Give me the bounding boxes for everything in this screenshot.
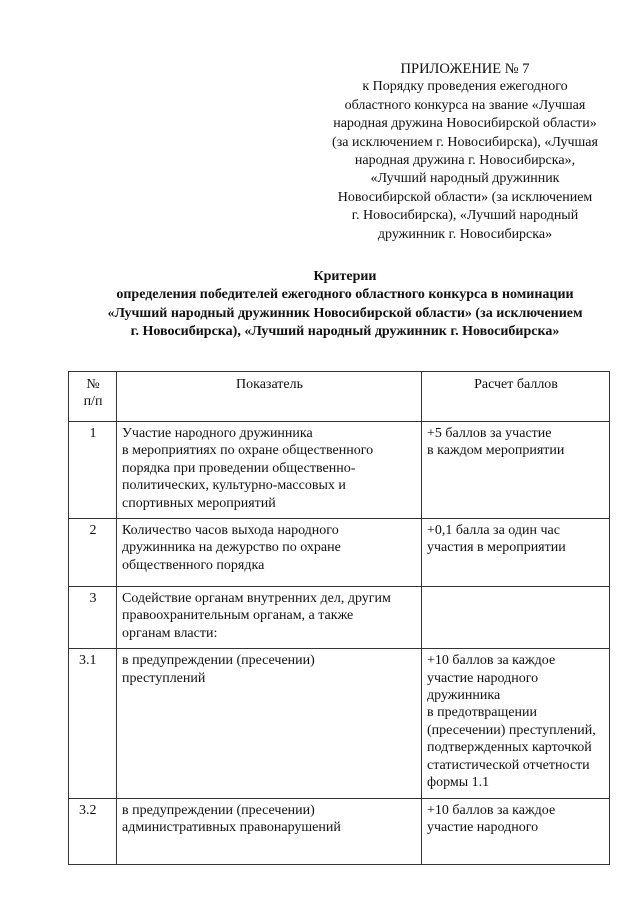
indicator-line: порядка при проведении общественно-	[122, 460, 356, 476]
row-number: 3.2	[69, 798, 117, 864]
column-header-number-line: №	[86, 377, 100, 392]
indicator-line: Количество часов выхода народного	[122, 523, 339, 539]
indicator-line: спортивных мероприятий	[122, 495, 276, 511]
appendix-line: г. Новосибирска), «Лучший народный	[351, 208, 579, 224]
indicator-line: преступлений	[122, 670, 206, 686]
table-row	[69, 519, 610, 587]
row-number: 2	[69, 519, 117, 587]
column-header-number-line: п/п	[83, 394, 103, 410]
appendix-line: Новосибирской области» (за исключением	[337, 189, 593, 205]
row-number: 3.1	[69, 649, 117, 798]
score-line: в каждом мероприятии	[427, 443, 565, 459]
score-line: участие народного	[427, 670, 539, 686]
indicator-cell	[117, 798, 422, 864]
appendix-line: народная дружина г. Новосибирска»,	[354, 153, 576, 169]
score-cell	[422, 519, 610, 587]
score-line: +5 баллов за участие	[427, 426, 552, 441]
score-line: +10 баллов за каждое	[427, 802, 556, 818]
indicator-line: административных правонарушений	[122, 819, 341, 835]
score-cell	[422, 649, 610, 798]
appendix-line: «Лучший народный дружинник	[370, 171, 560, 187]
appendix-line: к Порядку проведения ежегодного	[362, 79, 568, 95]
row-number: 3	[69, 587, 117, 649]
indicator-line: Содействие органам внутренних дел, другим	[122, 591, 391, 607]
score-line: статистической отчетности	[427, 757, 590, 773]
indicator-line: правоохранительным органам, а также	[122, 608, 354, 624]
score-line: подтвержденных карточкой	[427, 740, 592, 756]
score-line: (пресечении) преступлений,	[427, 722, 596, 738]
score-line: +0,1 балла за один час	[427, 523, 560, 539]
indicator-line: политических, культурно-массовых и	[122, 478, 346, 494]
score-line: дружинника	[427, 688, 501, 704]
table-row	[69, 649, 610, 798]
title-line: определения победителей ежегодного областного конкурса в номинации	[116, 287, 574, 303]
column-header-number	[69, 372, 117, 422]
document-title	[40, 268, 640, 342]
appendix-line: (за исключением г. Новосибирска), «Лучшая	[332, 134, 598, 150]
table-row	[69, 587, 610, 649]
score-line: в предотвращении	[427, 705, 537, 721]
indicator-line: дружинника на дежурство по охране	[122, 540, 341, 556]
indicator-line: Участие народного дружинника	[122, 426, 313, 441]
appendix-block	[300, 60, 630, 244]
row-number: 1	[69, 422, 117, 519]
indicator-cell	[117, 519, 422, 587]
appendix-heading: ПРИЛОЖЕНИЕ № 7	[400, 61, 530, 77]
table-row	[69, 798, 610, 864]
appendix-line: областного конкурса на звание «Лучшая	[344, 97, 586, 113]
score-line: +10 баллов за каждое	[427, 653, 556, 669]
title-heading: Критерии	[313, 269, 377, 284]
indicator-line: в предупреждении (пресечении)	[122, 802, 315, 818]
column-header-indicator: Показатель	[117, 372, 422, 422]
indicator-line: в мероприятиях по охране общественного	[122, 443, 374, 459]
title-line: «Лучший народный дружинник Новосибирской области» (за исключением	[107, 305, 583, 321]
indicator-cell	[117, 422, 422, 519]
score-cell	[422, 422, 610, 519]
title-line: г. Новосибирска), «Лучший народный дружинник г. Новосибирска»	[130, 324, 560, 340]
indicator-line: органам власти:	[122, 625, 218, 641]
score-cell	[422, 798, 610, 864]
indicator-cell	[117, 649, 422, 798]
criteria-table	[68, 371, 610, 865]
score-line: формы 1.1	[427, 775, 490, 791]
score-line: участия в мероприятии	[427, 540, 566, 556]
indicator-cell	[117, 587, 422, 649]
indicator-line: в предупреждении (пресечении)	[122, 653, 315, 669]
table-header-row	[69, 372, 610, 422]
score-cell	[422, 587, 610, 649]
appendix-line: народная дружина Новосибирской области»	[333, 116, 597, 132]
indicator-line: общественного порядка	[122, 557, 265, 573]
table-row	[69, 422, 610, 519]
appendix-line: дружинник г. Новосибирска»	[377, 226, 553, 242]
column-header-score: Расчет баллов	[422, 372, 610, 422]
score-line: участие народного	[427, 819, 539, 835]
